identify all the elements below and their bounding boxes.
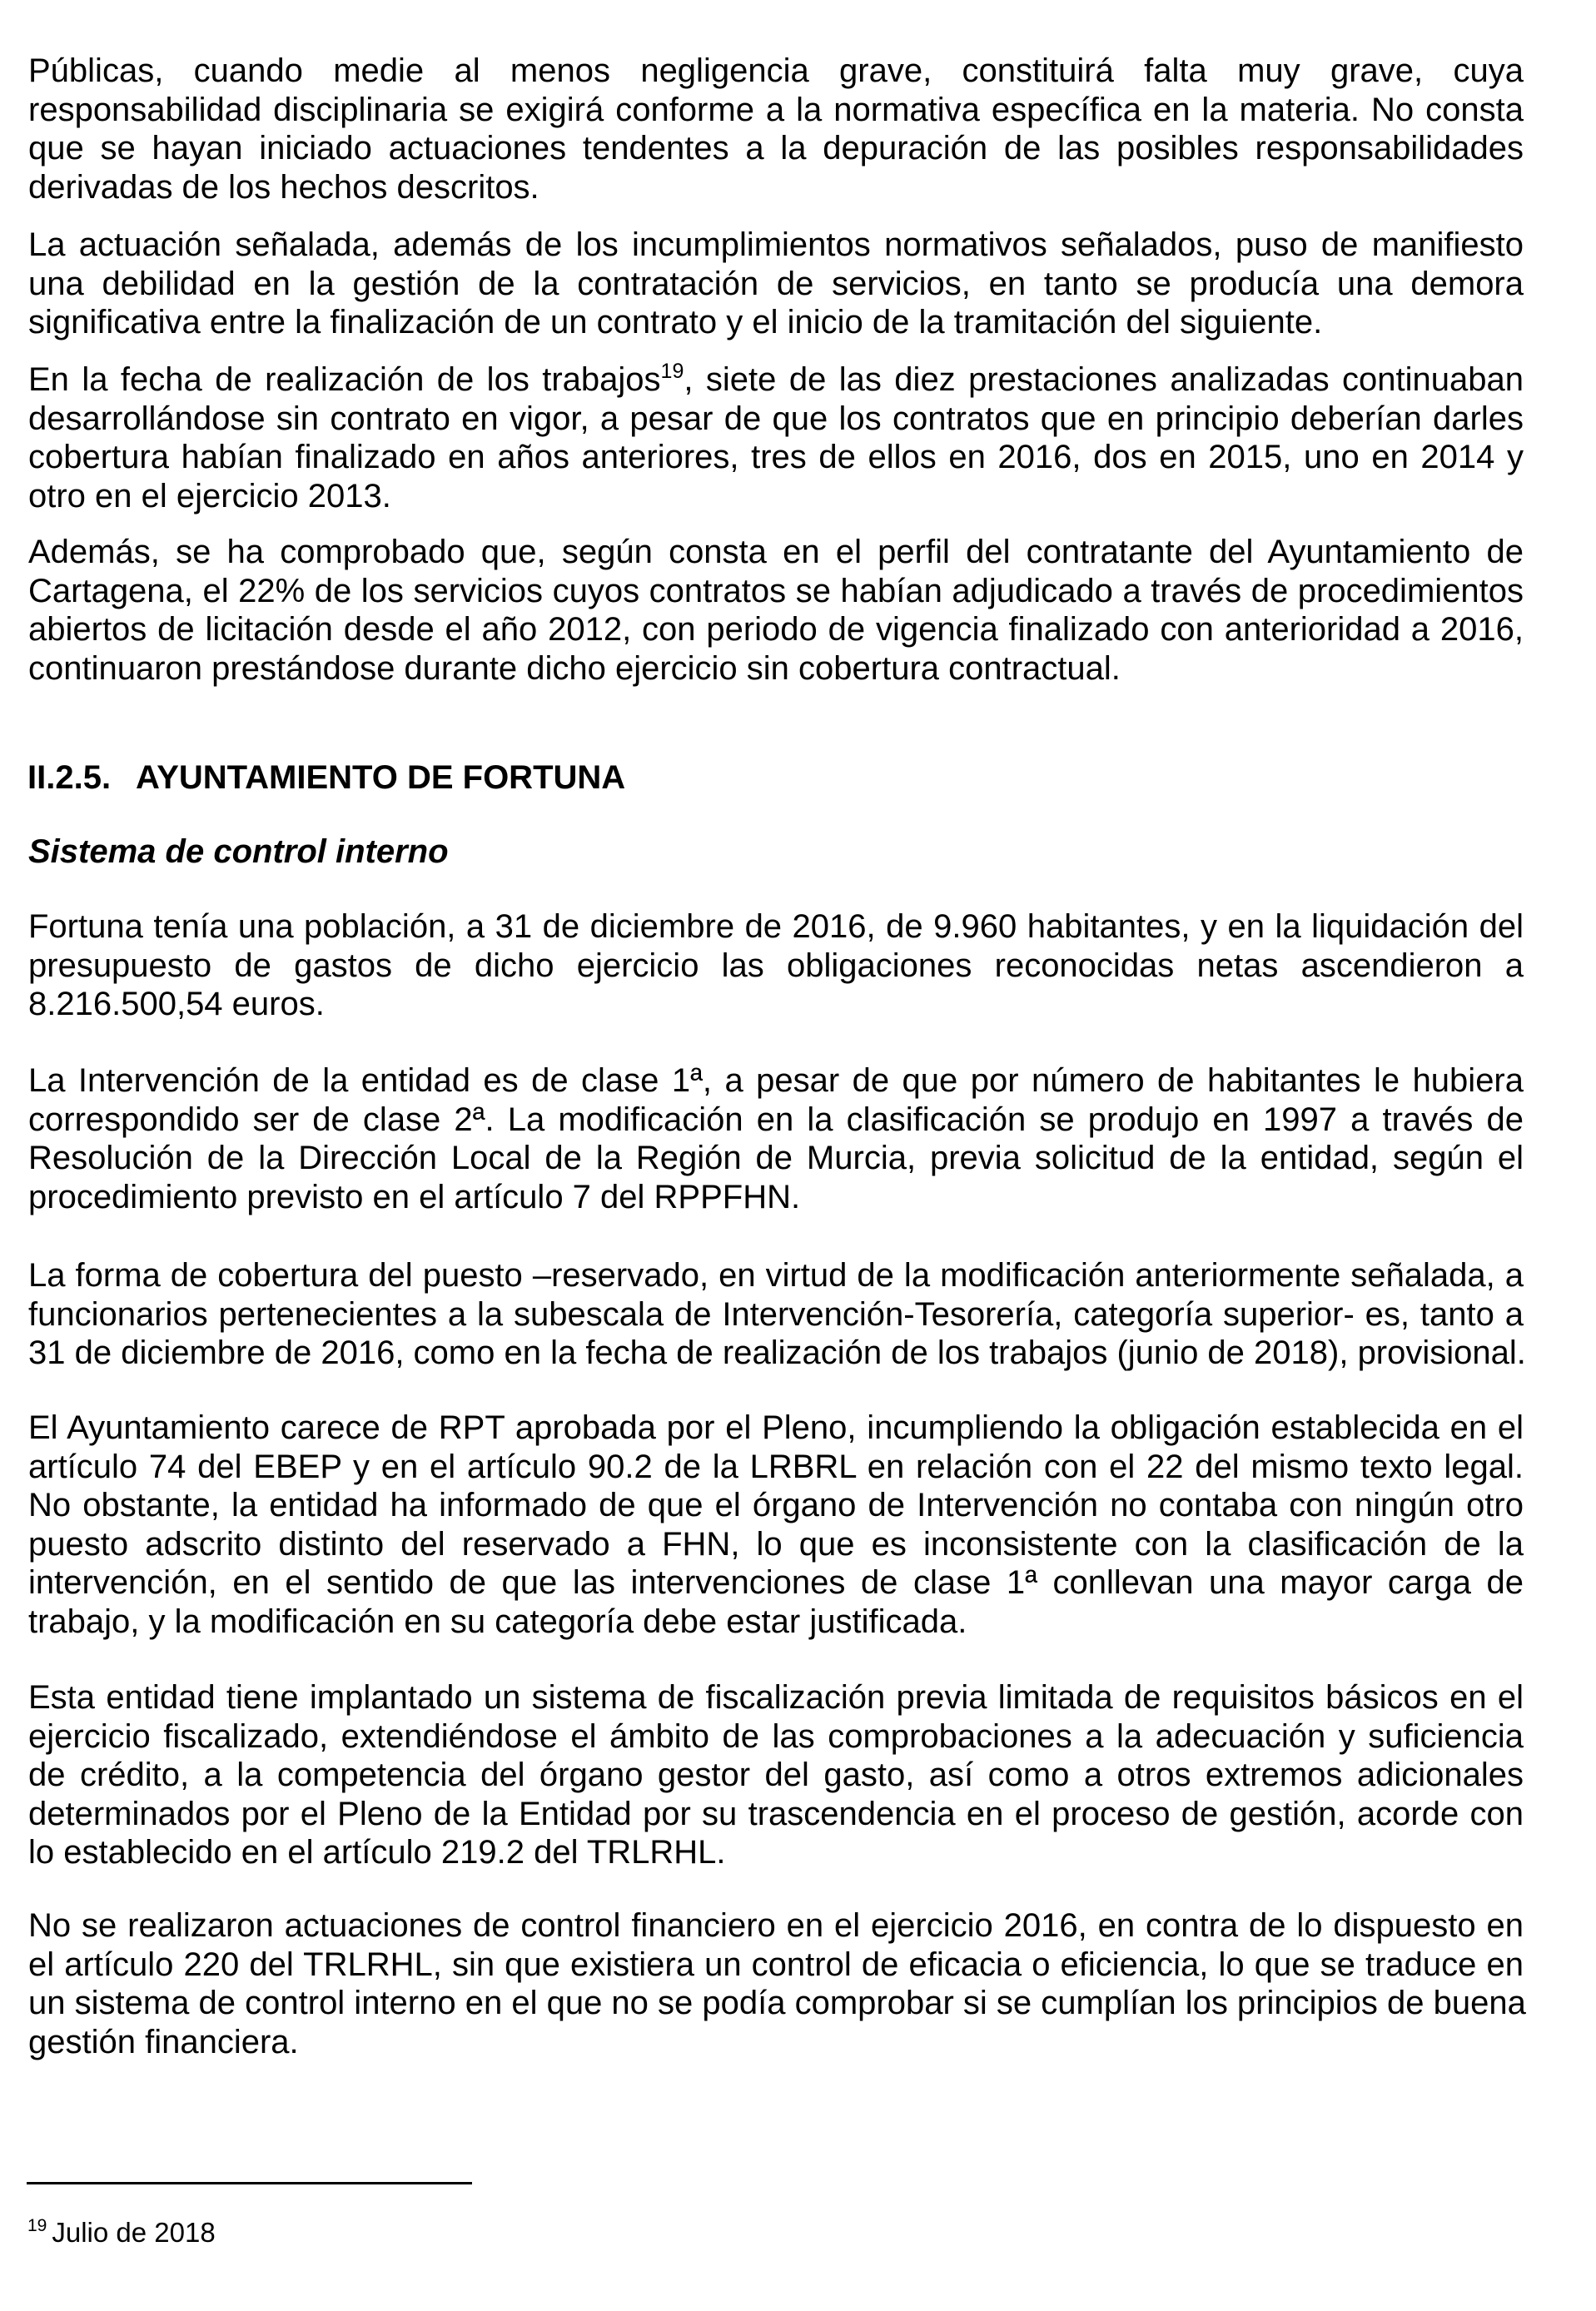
section-heading (27, 758, 625, 798)
text-line (28, 360, 1524, 400)
text-line: ejercicio fiscalizado, extendiéndose el ámbito de las comprobaciones a la adecuación y suficiencia (28, 1717, 1524, 1755)
text-line: el artículo 220 del TRLRHL, sin que existiera un control de eficacia o eficiencia, lo que se traduce en (28, 1946, 1524, 1983)
text-line: La forma de cobertura del puesto –reservado, en virtud de la modificación anteriormente señalada, a (28, 1257, 1524, 1294)
footnote (27, 2216, 216, 2249)
text-line: puesto adscrito distinto del reservado a FHN, lo que es inconsistente con la clasificación de la (28, 1525, 1524, 1563)
footnote-text: Julio de 2018 (52, 2217, 216, 2248)
text-line: procedimiento previsto en el artículo 7 del RPPFHN. (28, 1178, 801, 1215)
paragraph-debilidad-gestion (28, 226, 1524, 342)
paragraph-prestaciones (28, 360, 1524, 515)
paragraph-cartagena (28, 533, 1524, 688)
paragraph-responsabilidad (28, 52, 1524, 206)
text-segment: , siete de las diez prestaciones analizadas continuaban (684, 361, 1524, 398)
text-line: Además, se ha comprobado que, según consta en el perfil del contratante del Ayuntamiento de (28, 534, 1524, 570)
text-line: significativa entre la finalización de un contrato y el inicio de la tramitación del siguiente. (28, 304, 1323, 340)
text-line: continuaron prestándose durante dicho ejercicio sin cobertura contractual. (28, 649, 1121, 687)
text-segment: En la fecha de realización de los trabajos (28, 361, 661, 398)
text-line: funcionarios pertenecientes a la subescala de Intervención-Tesorería, categoría superior- es, tanto a (28, 1295, 1524, 1333)
text-line: La Intervención de la entidad es de clase 1ª, a pesar de que por número de habitantes le hubiera (28, 1062, 1524, 1099)
footnote-separator (27, 2182, 472, 2184)
text-line: desarrollándose sin contrato en vigor, a pesar de que los contratos que en principio deberían darles (28, 400, 1524, 437)
text-line: trabajo, y la modificación en su categoría debe estar justificada. (28, 1603, 967, 1640)
paragraph-control-financiero (28, 1906, 1524, 2061)
paragraph-poblacion (28, 907, 1524, 1024)
text-line: un sistema de control interno en el que no se podía comprobar si se cumplían los principios de buena (28, 1985, 1526, 2021)
paragraph-rpt (28, 1409, 1524, 1641)
text-line: abiertos de licitación desde el año 2012, con periodo de vigencia finalizado con anterioridad a 2016, (28, 611, 1524, 648)
text-line: de crédito, a la competencia del órgano gestor del gasto, así como a otros extremos adicionales (28, 1757, 1524, 1793)
paragraph-cobertura-puesto (28, 1256, 1524, 1373)
section-number: II.2.5. (27, 759, 112, 796)
text-line: La actuación señalada, además de los incumplimientos normativos señalados, puso de manifiesto (28, 226, 1524, 263)
text-line: No se realizaron actuaciones de control financiero en el ejercicio 2016, en contra de lo dispuesto en (28, 1907, 1524, 1944)
text-line: Públicas, cuando medie al menos negligencia grave, constituirá falta muy grave, cuya (28, 52, 1524, 89)
paragraph-intervencion-clase (28, 1061, 1524, 1216)
text-line: derivadas de los hechos descritos. (28, 168, 539, 206)
text-line: cobertura habían finalizado en años anteriores, tres de ellos en 2016, dos en 2015, uno en 2014 y (28, 439, 1524, 475)
text-line: 31 de diciembre de 2016, como en la fecha de realización de los trabajos (junio de 2018), provisional. (28, 1334, 1526, 1371)
text-line: una debilidad en la gestión de la contratación de servicios, en tanto se producía una demora (28, 265, 1524, 302)
text-line: 8.216.500,54 euros. (28, 986, 325, 1022)
footnote-number: 19 (27, 2216, 47, 2235)
text-line: lo establecido en el artículo 219.2 del TRLRHL. (28, 1834, 726, 1871)
text-line: Fortuna tenía una población, a 31 de diciembre de 2016, de 9.960 habitantes, y en la liquidación del (28, 908, 1524, 945)
text-line: Resolución de la Dirección Local de la Región de Murcia, previa solicitud de la entidad, según el (28, 1140, 1524, 1176)
text-line: determinados por el Pleno de la Entidad por su trascendencia en el proceso de gestión, acorde con (28, 1795, 1524, 1832)
text-line: otro en el ejercicio 2013. (28, 477, 391, 514)
text-line: que se hayan iniciado actuaciones tendentes a la depuración de las posibles responsabilidades (28, 130, 1524, 166)
text-line: presupuesto de gastos de dicho ejercicio las obligaciones reconocidas netas ascendieron a (28, 947, 1524, 984)
text-line: El Ayuntamiento carece de RPT aprobada por el Pleno, incumpliendo la obligación establecida en el (28, 1409, 1524, 1446)
text-line: intervención, en el sentido de que las intervenciones de clase 1ª conllevan una mayor carga de (28, 1564, 1524, 1601)
text-line: Cartagena, el 22% de los servicios cuyos contratos se habían adjudicado a través de procedimientos (28, 572, 1524, 609)
section-subtitle: Sistema de control interno (28, 833, 449, 870)
paragraph-fiscalizacion (28, 1678, 1524, 1872)
text-line: gestión financiera. (28, 2023, 299, 2060)
footnote-reference[interactable]: 19 (660, 360, 684, 383)
text-line: No obstante, la entidad ha informado de que el órgano de Intervención no contaba con ningún otro (28, 1487, 1524, 1523)
text-line: responsabilidad disciplinaria se exigirá conforme a la normativa específica en la materia. No consta (28, 91, 1524, 128)
section-title: AYUNTAMIENTO DE FORTUNA (136, 759, 626, 796)
text-line: correspondido ser de clase 2ª. La modificación en la clasificación se produjo en 1997 a través de (28, 1101, 1524, 1138)
text-line: artículo 74 del EBEP y en el artículo 90.2 de la LRBRL en relación con el 22 del mismo texto legal. (28, 1448, 1524, 1485)
text-line: Esta entidad tiene implantado un sistema de fiscalización previa limitada de requisitos básicos en el (28, 1679, 1524, 1716)
